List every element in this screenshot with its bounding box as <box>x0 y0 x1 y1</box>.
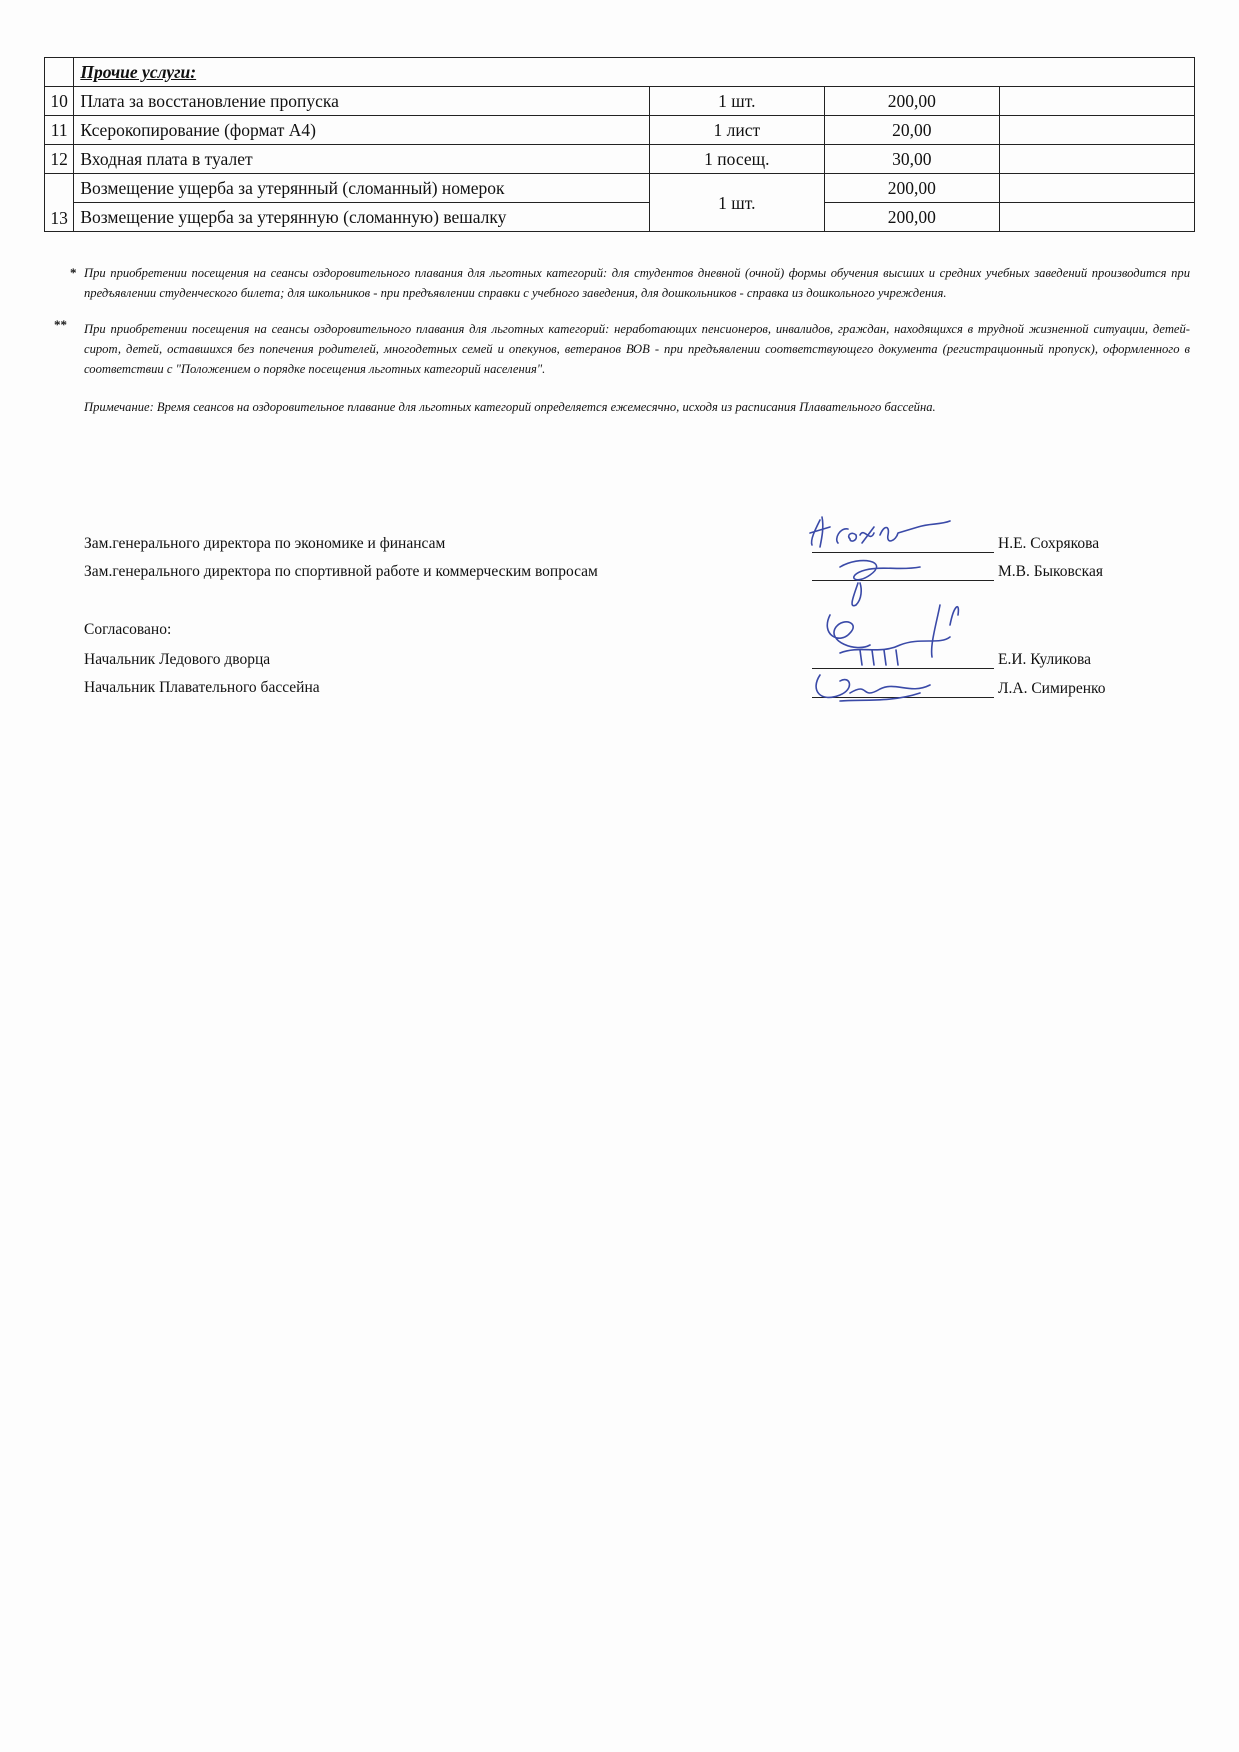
footnote-2 <box>54 317 1190 379</box>
footnote-1 <box>70 263 1190 303</box>
signer-title: Начальник Плавательного бассейна <box>84 679 320 696</box>
price-table <box>44 57 1195 232</box>
service-price: 30,00 <box>824 145 999 174</box>
section-title: Прочие услуги: <box>74 58 1195 87</box>
agreed-label: Согласовано: <box>84 621 172 638</box>
signer-name: Е.И. Куликова <box>998 651 1092 668</box>
signer-title: Начальник Ледового дворца <box>84 651 271 668</box>
service-unit: 1 шт. <box>649 87 824 116</box>
footnote-text: При приобретении посещения на сеансы оздоровительного плавания для льготных категорий: для студентов дневной (очной) формы обучения высших и средних учебных заведений производится при предъявлении студенческого билета; для школьников - при предъявлении справки с учебного заведения, для дошкольников - справка из дошкольного учреждения. <box>84 266 1190 300</box>
footnote-marker: ** <box>54 317 67 332</box>
table-row <box>45 116 1195 145</box>
signer-title: Зам.генерального директора по экономике и финансам <box>84 535 446 552</box>
table-row <box>45 87 1195 116</box>
service-name: Плата за восстановление пропуска <box>74 87 650 116</box>
table-row <box>45 145 1195 174</box>
service-price: 20,00 <box>824 116 999 145</box>
row-number: 10 <box>45 87 74 116</box>
row-number: 12 <box>45 145 74 174</box>
service-price: 200,00 <box>824 174 999 203</box>
signer-name: Н.Е. Сохрякова <box>998 535 1100 552</box>
handwritten-signatures <box>800 505 980 725</box>
service-unit: 1 шт. <box>649 174 824 232</box>
signer-name: М.В. Быковская <box>998 563 1103 580</box>
service-name: Возмещение ущерба за утерянный (сломанный) номерок <box>74 174 650 203</box>
row-number: 11 <box>45 116 74 145</box>
service-unit: 1 лист <box>649 116 824 145</box>
service-price: 200,00 <box>824 203 999 232</box>
footnote-marker: * <box>70 265 77 280</box>
signer-name: Л.А. Симиренко <box>998 680 1106 697</box>
service-name: Входная плата в туалет <box>74 145 650 174</box>
table-row <box>45 174 1195 203</box>
service-unit: 1 посещ. <box>649 145 824 174</box>
service-name: Возмещение ущерба за утерянную (сломанную) вешалку <box>74 203 650 232</box>
service-name: Ксерокопирование (формат А4) <box>74 116 650 145</box>
remark-text: Примечание: Время сеансов на оздоровительное плавание для льготных категорий определяется ежемесячно, исходя из расписания Плавательного бассейна. <box>84 400 936 414</box>
signer-title: Зам.генерального директора по спортивной работе и коммерческим вопросам <box>84 563 598 580</box>
footnotes <box>54 263 1190 417</box>
table-row <box>45 203 1195 232</box>
table-section-row <box>45 58 1195 87</box>
row-number: 13 <box>45 174 74 232</box>
service-price: 200,00 <box>824 87 999 116</box>
footnote-text: При приобретении посещения на сеансы оздоровительного плавания для льготных категорий: неработающих пенсионеров, инвалидов, граждан, находящихся в трудной жизненной ситуации, детей-сирот, детей, оставшихся без попечения родителей, многодетных семей и опекунов, ветеранов ВОВ - при предъявлении соответствующего документа (регистрационный пропуск), оформленного в соответствии с "Положением о порядке посещения льготных категорий населения". <box>84 322 1190 376</box>
